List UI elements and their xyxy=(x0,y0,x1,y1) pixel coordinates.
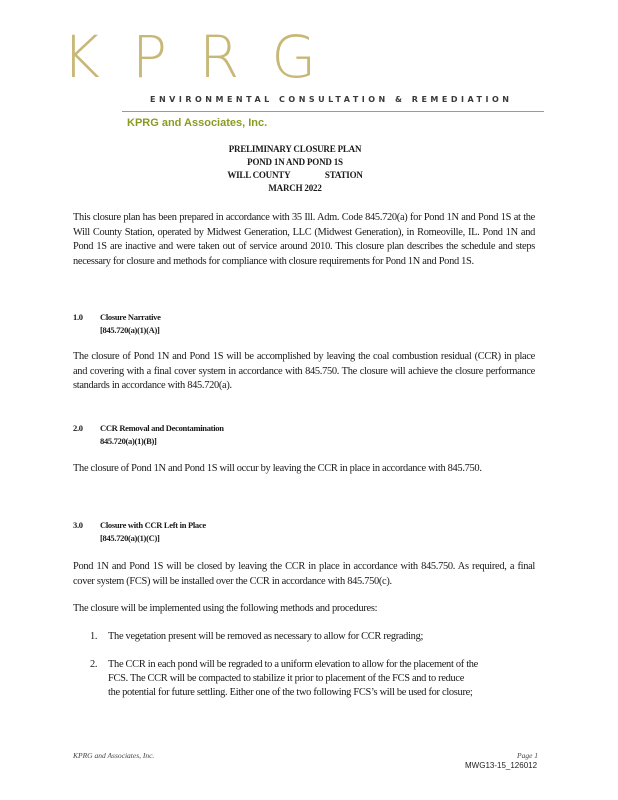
footer-company: KPRG and Associates, Inc. xyxy=(73,751,155,760)
section-2-body: The closure of Pond 1N and Pond 1S will occur by leaving the CCR in place in accordance with 845.750. xyxy=(73,463,482,474)
section-reference: [845.720(a)(1)(A)] xyxy=(100,325,160,335)
title-line-4: MARCH 2022 xyxy=(268,183,322,193)
page-number: Page 1 xyxy=(517,751,539,760)
section-1-body: The closure of Pond 1N and Pond 1S will be accomplished by leaving the coal combustion residual (CCR) in place and covering with a final cover system in accordance with 845.750. The closure will achieve the closure performance standards in accordance with 845.720(a). xyxy=(73,351,535,391)
section-reference: [845.720(a)(1)(C)] xyxy=(100,533,160,543)
title-line-3: WILL COUNTY STATION xyxy=(227,170,363,180)
section-3-body: Pond 1N and Pond 1S will be closed by leaving the CCR in place in accordance with 845.750. As required, a final cover system (FCS) will be installed over the CCR in accordance with 845.750(c). xyxy=(73,561,535,587)
methods-intro: The closure will be implemented using the following methods and procedures: xyxy=(73,603,378,614)
list-number: 2. xyxy=(90,659,98,670)
letterhead-tagline: ENVIRONMENTAL CONSULTATION & REMEDIATION xyxy=(150,95,513,104)
list-text: The vegetation present will be removed as necessary to allow for CCR regrading; xyxy=(108,631,424,642)
company-name: KPRG and Associates, Inc. xyxy=(127,117,268,129)
document-code: MWG13-15_126012 xyxy=(465,761,538,770)
section-3-heading xyxy=(73,519,206,545)
section-2-heading xyxy=(73,422,224,448)
list-number: 1. xyxy=(90,631,98,642)
section-number: 3.0 xyxy=(73,520,83,530)
title-line-1: PRELIMINARY CLOSURE PLAN xyxy=(228,144,362,154)
section-1-heading xyxy=(73,311,161,337)
section-number: 2.0 xyxy=(73,423,83,433)
section-reference: 845.720(a)(1)(B)] xyxy=(100,436,157,446)
letterhead-divider xyxy=(122,111,544,112)
intro-paragraph: This closure plan has been prepared in accordance with 35 Ill. Adm. Code 845.720(a) for Pond 1N and Pond 1S at the Will County Station, operated by Midwest Generation, LLC (Midwest Generation), in Romeoville, IL. Pond 1N and Pond 1S are inactive and were taken out of service around 2010. This closure plan describes the schedule and steps necessary for closure and methods for compliance with closure requirements for Pond 1N and Pond 1S. xyxy=(73,212,535,267)
kprg-logo: KPRG xyxy=(62,23,349,91)
title-line-2: POND 1N AND POND 1S xyxy=(247,157,343,167)
section-title: Closure with CCR Left in Place xyxy=(100,520,206,530)
section-title: Closure Narrative xyxy=(100,312,161,322)
list-text: The CCR in each pond will be regraded to a uniform elevation to allow for the placement of the FCS. The CCR will be compacted to stabilize it prior to placement of the FCS and to reduce the potential for future settling. Either one of the two following FCS’s will be used for closure; xyxy=(108,659,478,698)
section-title: CCR Removal and Decontamination xyxy=(100,423,224,433)
section-number: 1.0 xyxy=(73,312,83,322)
document-title xyxy=(160,143,430,195)
